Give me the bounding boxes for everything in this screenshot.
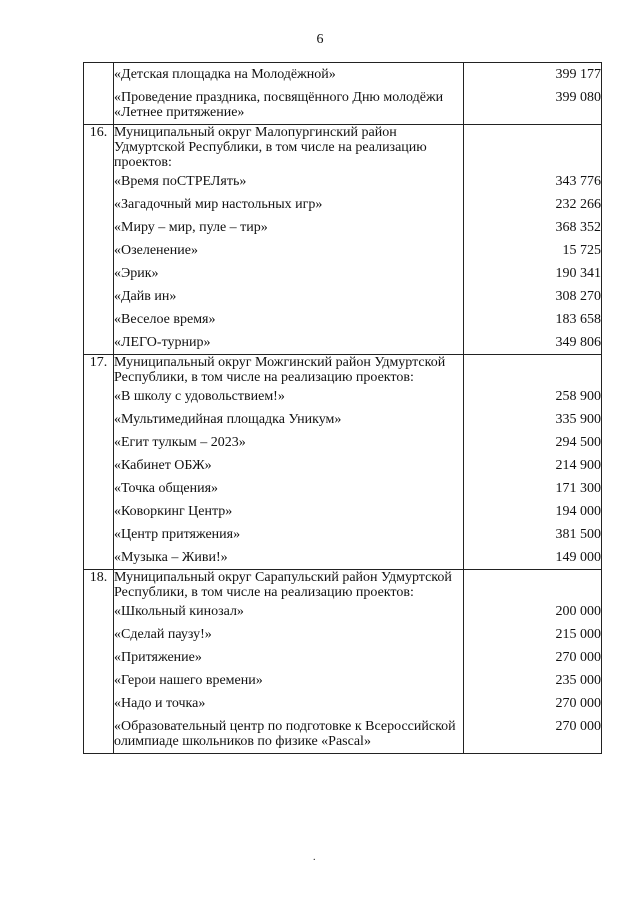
project-row — [84, 669, 602, 692]
row-number — [84, 623, 114, 646]
row-name: «Кабинет ОБЖ» — [114, 454, 464, 477]
row-number — [84, 216, 114, 239]
row-name: «Загадочный мир настольных игр» — [114, 193, 464, 216]
row-number — [84, 600, 114, 623]
row-number — [84, 477, 114, 500]
row-name: «Миру – мир, пуле – тир» — [114, 216, 464, 239]
row-amount: 381 500 — [464, 523, 602, 546]
row-number: 16. — [84, 125, 114, 171]
project-row — [84, 170, 602, 193]
row-amount — [464, 125, 602, 171]
row-number: 18. — [84, 570, 114, 601]
row-amount: 214 900 — [464, 454, 602, 477]
row-amount: 200 000 — [464, 600, 602, 623]
project-row — [84, 523, 602, 546]
project-row — [84, 193, 602, 216]
row-amount: 190 341 — [464, 262, 602, 285]
row-name: «Образовательный центр по подготовке к Всероссийской олимпиаде школьников по физике «Pascal» — [114, 715, 464, 754]
project-row — [84, 623, 602, 646]
row-name: «Коворкинг Центр» — [114, 500, 464, 523]
row-amount: 149 000 — [464, 546, 602, 570]
row-amount: 235 000 — [464, 669, 602, 692]
row-name: «Герои нашего времени» — [114, 669, 464, 692]
project-row — [84, 63, 602, 87]
row-number — [84, 308, 114, 331]
row-amount: 270 000 — [464, 646, 602, 669]
row-amount: 258 900 — [464, 385, 602, 408]
row-name: «Притяжение» — [114, 646, 464, 669]
funding-table — [83, 62, 602, 754]
row-number — [84, 170, 114, 193]
project-row — [84, 600, 602, 623]
row-amount: 368 352 — [464, 216, 602, 239]
row-name: «Точка общения» — [114, 477, 464, 500]
row-amount: 270 000 — [464, 715, 602, 754]
row-number — [84, 669, 114, 692]
row-amount: 335 900 — [464, 408, 602, 431]
row-amount: 349 806 — [464, 331, 602, 355]
row-number — [84, 431, 114, 454]
row-number — [84, 546, 114, 570]
row-name: «Школьный кинозал» — [114, 600, 464, 623]
row-number — [84, 86, 114, 125]
row-number — [84, 500, 114, 523]
row-name: «Веселое время» — [114, 308, 464, 331]
table-body — [84, 63, 602, 754]
project-row — [84, 454, 602, 477]
row-name: «Музыка – Живи!» — [114, 546, 464, 570]
project-row — [84, 308, 602, 331]
row-number — [84, 193, 114, 216]
project-row — [84, 262, 602, 285]
project-row — [84, 477, 602, 500]
district-row — [84, 125, 602, 171]
row-number — [84, 63, 114, 87]
project-row — [84, 239, 602, 262]
row-number — [84, 454, 114, 477]
row-number — [84, 285, 114, 308]
row-number — [84, 692, 114, 715]
row-amount: 308 270 — [464, 285, 602, 308]
project-row — [84, 646, 602, 669]
row-amount — [464, 355, 602, 386]
row-name: «Сделай паузу!» — [114, 623, 464, 646]
row-number — [84, 239, 114, 262]
row-name: Муниципальный округ Малопургинский район Удмуртской Республики, в том числе на реализацию проектов: — [114, 125, 464, 171]
project-row — [84, 331, 602, 355]
row-amount — [464, 570, 602, 601]
project-row — [84, 385, 602, 408]
row-name: «Мультимедийная площадка Уникум» — [114, 408, 464, 431]
row-amount: 399 177 — [464, 63, 602, 87]
row-number — [84, 331, 114, 355]
row-amount: 399 080 — [464, 86, 602, 125]
row-amount: 171 300 — [464, 477, 602, 500]
row-name: «Озеленение» — [114, 239, 464, 262]
row-number — [84, 715, 114, 754]
row-amount: 232 266 — [464, 193, 602, 216]
row-name: «Егит тулкым – 2023» — [114, 431, 464, 454]
page-number: 6 — [316, 32, 324, 47]
project-row — [84, 692, 602, 715]
row-number: 17. — [84, 355, 114, 386]
project-row — [84, 86, 602, 125]
row-amount: 343 776 — [464, 170, 602, 193]
row-number — [84, 523, 114, 546]
project-row — [84, 216, 602, 239]
row-name: «Дайв ин» — [114, 285, 464, 308]
row-number — [84, 262, 114, 285]
project-row — [84, 408, 602, 431]
row-amount: 194 000 — [464, 500, 602, 523]
district-row — [84, 570, 602, 601]
project-row — [84, 431, 602, 454]
row-name: «Детская площадка на Молодёжной» — [114, 63, 464, 87]
row-name: «ЛЕГО-турнир» — [114, 331, 464, 355]
row-amount: 215 000 — [464, 623, 602, 646]
row-amount: 294 500 — [464, 431, 602, 454]
row-name: Муниципальный округ Можгинский район Удмуртской Республики, в том числе на реализацию проектов: — [114, 355, 464, 386]
row-name: «Проведение праздника, посвящённого Дню молодёжи «Летнее притяжение» — [114, 86, 464, 125]
row-name: «В школу с удовольствием!» — [114, 385, 464, 408]
district-row — [84, 355, 602, 386]
row-number — [84, 408, 114, 431]
row-number — [84, 385, 114, 408]
project-row — [84, 715, 602, 754]
project-row — [84, 285, 602, 308]
row-name: Муниципальный округ Сарапульский район Удмуртской Республики, в том числе на реализацию проектов: — [114, 570, 464, 601]
row-amount: 183 658 — [464, 308, 602, 331]
row-name: «Время поСТРЕЛять» — [114, 170, 464, 193]
row-amount: 270 000 — [464, 692, 602, 715]
row-amount: 15 725 — [464, 239, 602, 262]
footer-mark: . — [313, 852, 316, 863]
row-name: «Надо и точка» — [114, 692, 464, 715]
project-row — [84, 500, 602, 523]
row-name: «Эрик» — [114, 262, 464, 285]
project-row — [84, 546, 602, 570]
row-name: «Центр притяжения» — [114, 523, 464, 546]
row-number — [84, 646, 114, 669]
